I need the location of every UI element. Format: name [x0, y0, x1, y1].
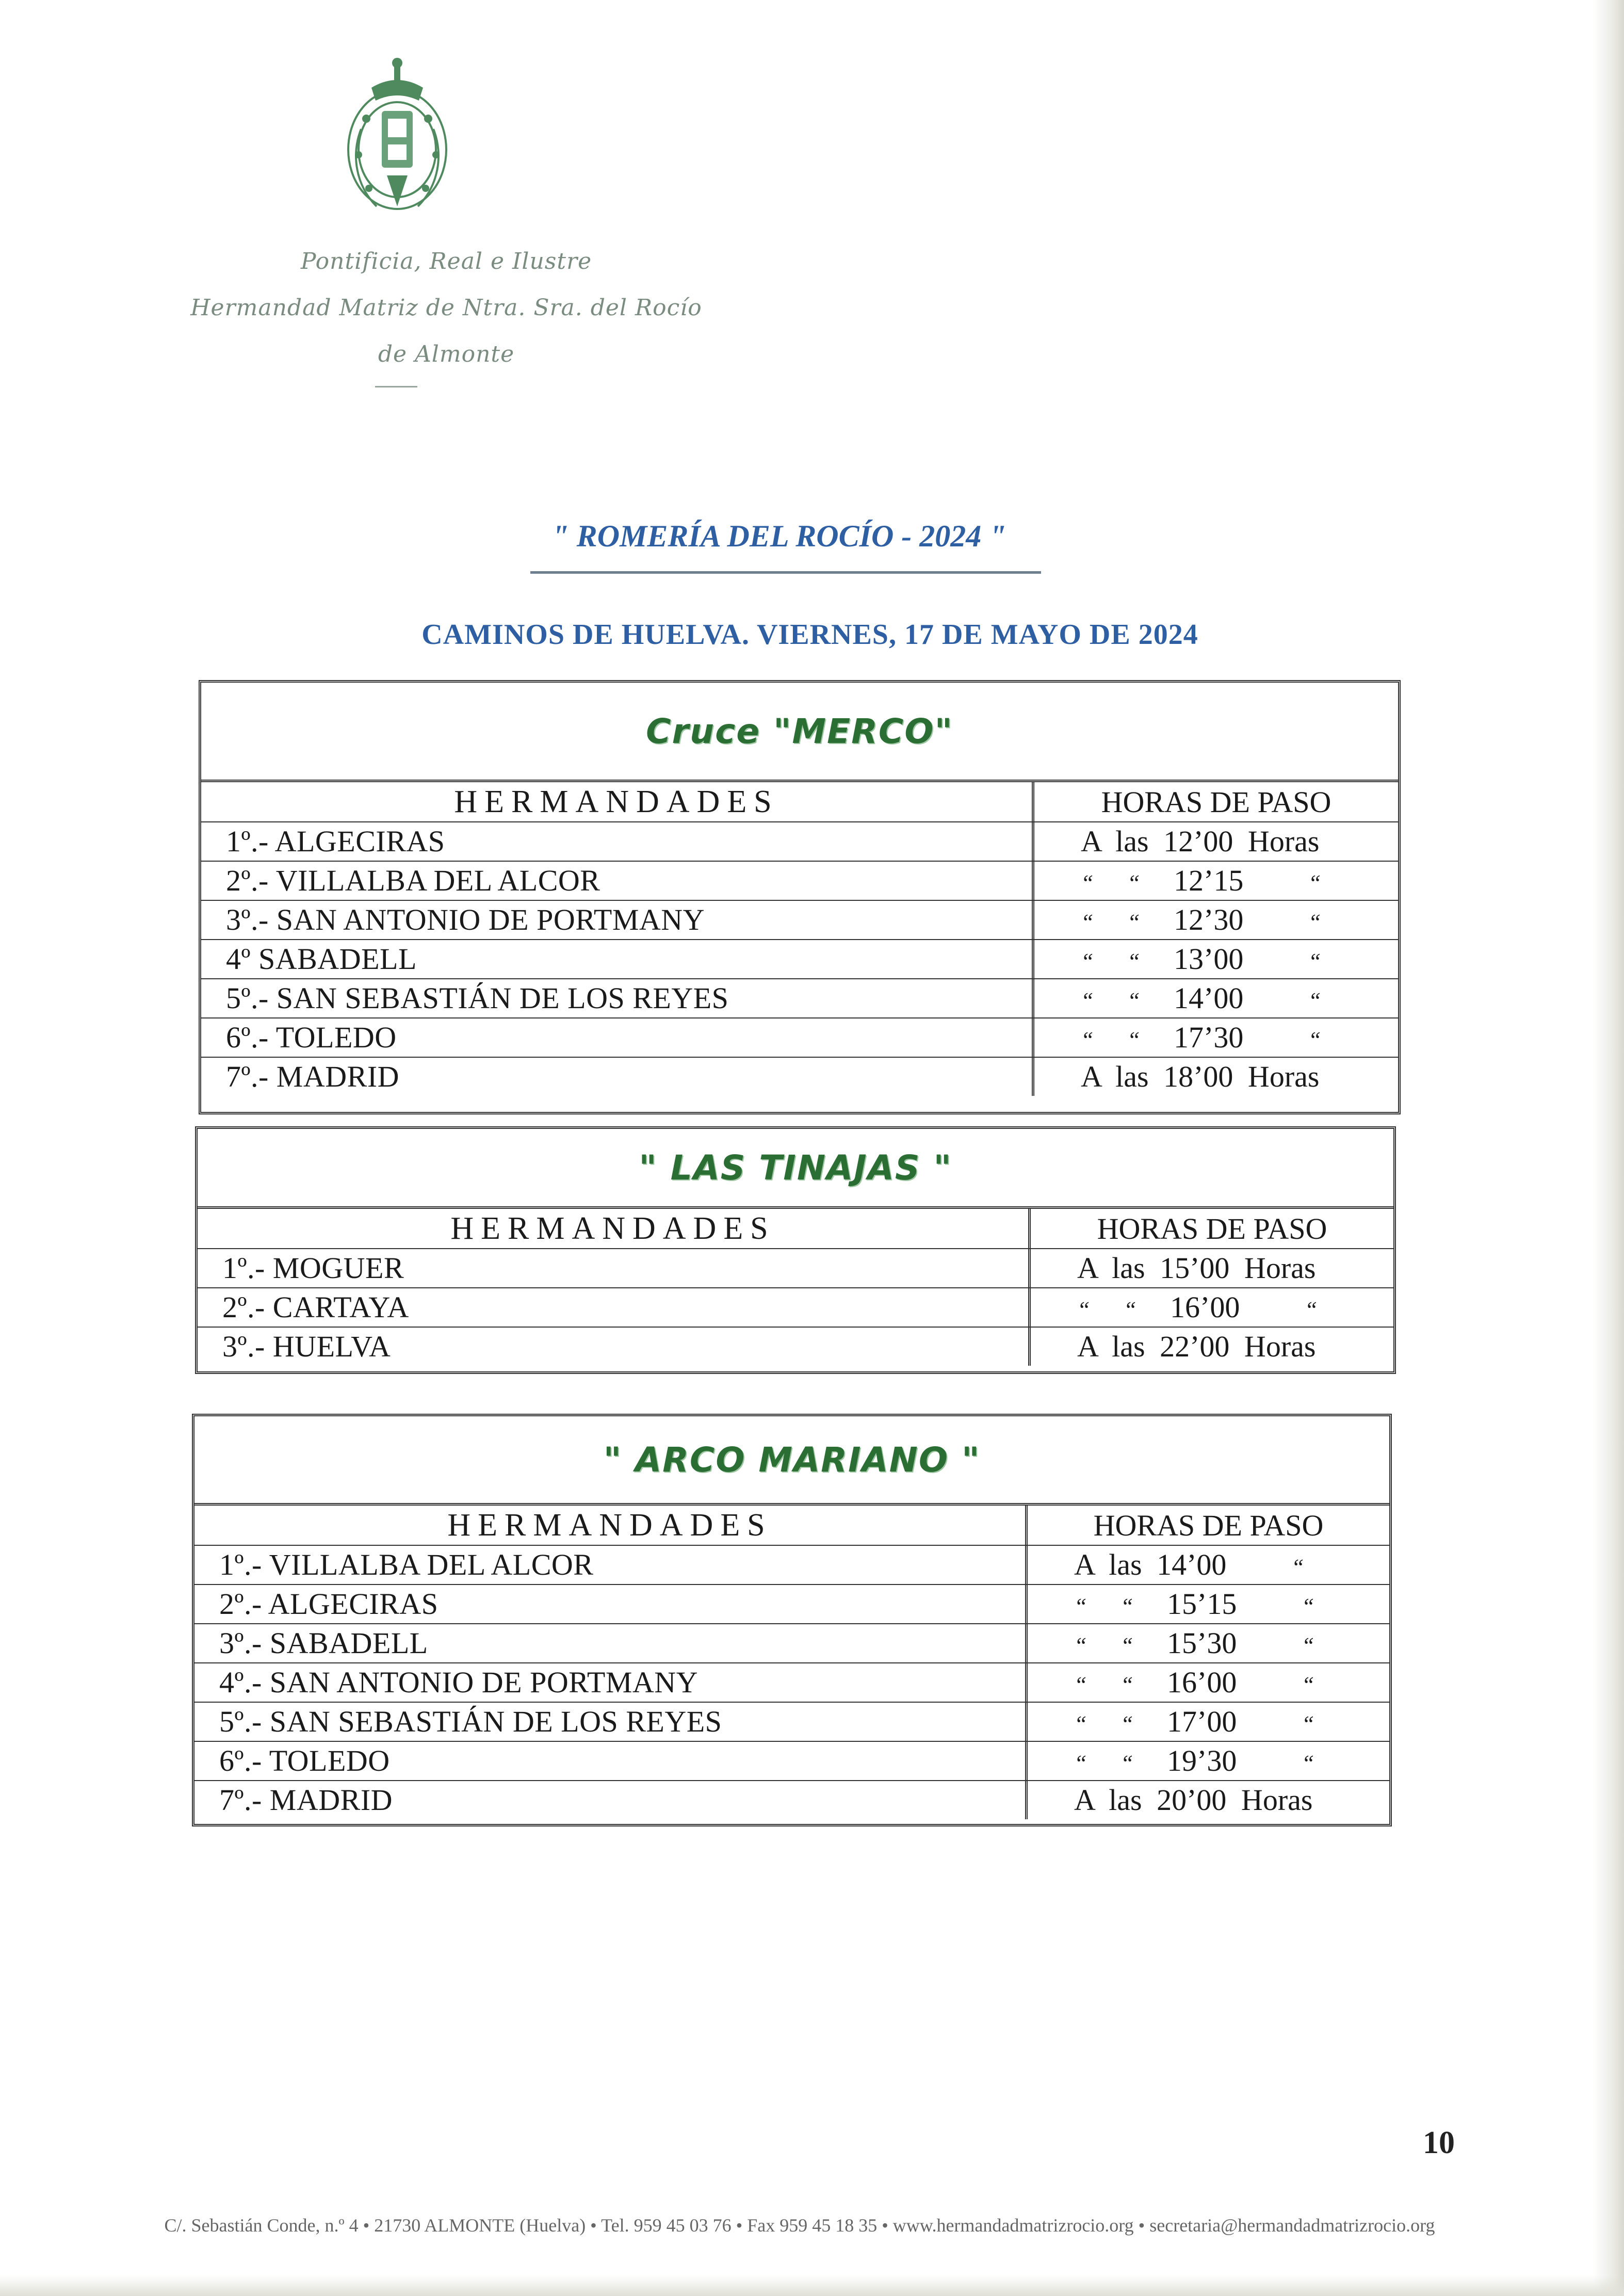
ditto-mark: “	[1301, 1672, 1314, 1697]
column-header-horas: HORAS DE PASO	[1028, 1209, 1393, 1248]
column-header-horas: HORAS DE PASO	[1025, 1506, 1389, 1545]
ditto-mark: “	[1308, 909, 1321, 935]
hermandad-name: 1º.- VILLALBA DEL ALCOR	[219, 1547, 594, 1581]
ditto-mark: “	[1304, 1297, 1318, 1322]
ditto-mark: “	[1120, 1672, 1133, 1697]
ditto-mark: “	[1081, 948, 1094, 974]
letterhead-rule	[375, 386, 417, 387]
column-header-hermandades: HERMANDADES	[454, 784, 779, 819]
table-row	[198, 1248, 1393, 1288]
ditto-mark: “	[1127, 1027, 1140, 1053]
horas-de-paso	[1032, 1017, 1398, 1057]
ditto-mark: “	[1081, 909, 1094, 935]
hermandad-name: 4º SABADELL	[226, 942, 417, 976]
ditto-mark: “	[1120, 1593, 1133, 1619]
column-header-hermandades: HERMANDADES	[447, 1507, 772, 1543]
ditto-mark: “	[1127, 870, 1140, 896]
document-subtitle: CAMINOS DE HUELVA. VIERNES, 17 DE MAYO DE 2024	[421, 619, 1198, 651]
table-row	[201, 1017, 1398, 1058]
ditto-mark: “	[1127, 988, 1140, 1013]
title-underline	[530, 571, 1041, 574]
time-value: 15’30	[1167, 1626, 1237, 1660]
ditto-mark: “	[1308, 988, 1321, 1013]
hermandad-name: 5º.- SAN SEBASTIÁN DE LOS REYES	[219, 1704, 722, 1738]
horas-de-paso	[1025, 1584, 1389, 1623]
ditto-mark: “	[1124, 1297, 1136, 1322]
hermandad-name: 3º.- HUELVA	[222, 1329, 391, 1363]
time-value: 13’00	[1174, 942, 1244, 976]
time-value: 12’15	[1174, 863, 1244, 897]
horas-de-paso	[1028, 1248, 1393, 1287]
ditto-mark: “	[1081, 870, 1094, 896]
ditto-mark: “	[1081, 1027, 1094, 1053]
horas-de-paso	[1032, 1057, 1398, 1096]
hermandad-name: 7º.- MADRID	[226, 1059, 400, 1093]
table-arco-mariano	[192, 1414, 1392, 1826]
table-row	[201, 821, 1398, 862]
horas-de-paso	[1028, 1327, 1393, 1366]
ditto-mark: “	[1127, 948, 1140, 974]
ditto-mark: “	[1308, 870, 1321, 896]
time-value: 17’00	[1167, 1704, 1237, 1738]
table-row	[198, 1287, 1393, 1328]
hermandad-name: 2º.- CARTAYA	[222, 1290, 409, 1324]
horas-de-paso	[1032, 861, 1398, 900]
horas-de-paso	[1028, 1287, 1393, 1327]
ditto-mark: “	[1077, 1297, 1090, 1322]
horas-de-paso	[1025, 1741, 1389, 1780]
column-header-horas: HORAS DE PASO	[1032, 782, 1398, 821]
hermandad-name: 4º.- SAN ANTONIO DE PORTMANY	[219, 1665, 699, 1699]
scan-edge-shadow	[1593, 0, 1624, 2296]
table-row	[194, 1741, 1389, 1781]
ditto-mark: “	[1301, 1750, 1314, 1776]
table-heading: " ARCO MARIANO "	[194, 1416, 1389, 1506]
ditto-mark: “	[1074, 1750, 1087, 1776]
hermandad-name: 3º.- SABADELL	[219, 1626, 428, 1660]
ditto-mark: “	[1127, 909, 1140, 935]
hermandad-name: 1º.- ALGECIRAS	[226, 824, 445, 858]
table-cruce-merco	[199, 680, 1401, 1114]
table-row	[194, 1702, 1389, 1742]
horas-de-paso	[1025, 1623, 1389, 1662]
time-value: 14’00	[1174, 981, 1244, 1015]
table-heading: Cruce "MERCO"	[201, 683, 1398, 782]
ditto-mark: “	[1301, 1593, 1314, 1619]
table-las-tinajas	[195, 1126, 1396, 1374]
ditto-mark: “	[1308, 1027, 1321, 1053]
table-heading: " LAS TINAJAS "	[198, 1129, 1393, 1209]
horas-de-paso	[1025, 1662, 1389, 1702]
ditto-mark: “	[1291, 1554, 1304, 1580]
ditto-mark: “	[1120, 1711, 1133, 1737]
letterhead-line-3: de Almonte	[378, 341, 515, 367]
hermandad-name: 7º.- MADRID	[219, 1783, 393, 1817]
horas-de-paso	[1025, 1545, 1389, 1584]
hermandad-name: 2º.- VILLALBA DEL ALCOR	[226, 863, 600, 897]
time-value: 12’30	[1174, 902, 1244, 936]
time-value: A las 18’00 Horas	[1081, 1059, 1320, 1093]
time-value: A las 22’00 Horas	[1077, 1329, 1316, 1363]
brotherhood-crest-icon	[330, 52, 464, 222]
table-row	[201, 861, 1398, 901]
time-value: A las 20’00 Horas	[1074, 1783, 1313, 1817]
ditto-mark: “	[1120, 1750, 1133, 1776]
horas-de-paso	[1032, 978, 1398, 1017]
document-title: " ROMERÍA DEL ROCÍO - 2024 "	[551, 519, 1006, 553]
ditto-mark: “	[1308, 948, 1321, 974]
table-row	[194, 1623, 1389, 1663]
ditto-mark: “	[1081, 988, 1094, 1013]
horas-de-paso	[1032, 900, 1398, 939]
scan-bottom-shadow	[0, 2275, 1624, 2296]
hermandad-name: 3º.- SAN ANTONIO DE PORTMANY	[226, 902, 705, 936]
table-row	[201, 978, 1398, 1018]
hermandad-name: 2º.- ALGECIRAS	[219, 1587, 439, 1621]
hermandad-name: 6º.- TOLEDO	[219, 1743, 390, 1777]
page-number: 10	[1423, 2125, 1455, 2160]
table-row	[198, 1327, 1393, 1366]
horas-de-paso	[1025, 1702, 1389, 1741]
ditto-mark: “	[1074, 1672, 1087, 1697]
table-row	[194, 1780, 1389, 1819]
hermandad-name: 5º.- SAN SEBASTIÁN DE LOS REYES	[226, 981, 729, 1015]
horas-de-paso	[1025, 1780, 1389, 1819]
time-value: 15’15	[1167, 1587, 1237, 1621]
table-row	[201, 1057, 1398, 1096]
time-value: 19’30	[1167, 1743, 1237, 1777]
letterhead-text	[155, 238, 738, 378]
time-value: 16’00	[1167, 1665, 1237, 1699]
time-value: A las 12’00 Horas	[1081, 824, 1320, 858]
ditto-mark: “	[1301, 1711, 1314, 1737]
ditto-mark: “	[1074, 1711, 1087, 1737]
time-value: A las 15’00 Horas	[1077, 1251, 1316, 1285]
time-value: 16’00	[1170, 1290, 1240, 1324]
table-row	[194, 1662, 1389, 1703]
ditto-mark: “	[1074, 1632, 1087, 1658]
table-header-row	[194, 1506, 1389, 1546]
table-header-row	[201, 782, 1398, 822]
ditto-mark: “	[1301, 1632, 1314, 1658]
ditto-mark: “	[1120, 1632, 1133, 1658]
ditto-mark: “	[1074, 1593, 1087, 1619]
hermandad-name: 6º.- TOLEDO	[226, 1020, 397, 1054]
horas-de-paso	[1032, 821, 1398, 861]
horas-de-paso	[1032, 939, 1398, 978]
letterhead-line-2: Hermandad Matriz de Ntra. Sra. del Rocío	[190, 295, 702, 321]
letterhead-line-1: Pontificia, Real e Ilustre	[300, 248, 592, 274]
table-row	[194, 1584, 1389, 1624]
time-value: A las 14’00	[1074, 1547, 1227, 1581]
column-header-hermandades: HERMANDADES	[450, 1210, 775, 1246]
time-value: 17’30	[1174, 1020, 1244, 1054]
table-row	[201, 939, 1398, 979]
table-row	[194, 1545, 1389, 1585]
footer-address: C/. Sebastián Conde, n.º 4 • 21730 ALMONTE (Huelva) • Tel. 959 45 03 76 • Fax 959 45 18 35 • www.hermandadmatrizrocio.org • secretaria@hermandadmatrizrocio.org	[164, 2215, 1435, 2236]
table-row	[201, 900, 1398, 940]
hermandad-name: 1º.- MOGUER	[222, 1251, 404, 1285]
table-header-row	[198, 1209, 1393, 1249]
